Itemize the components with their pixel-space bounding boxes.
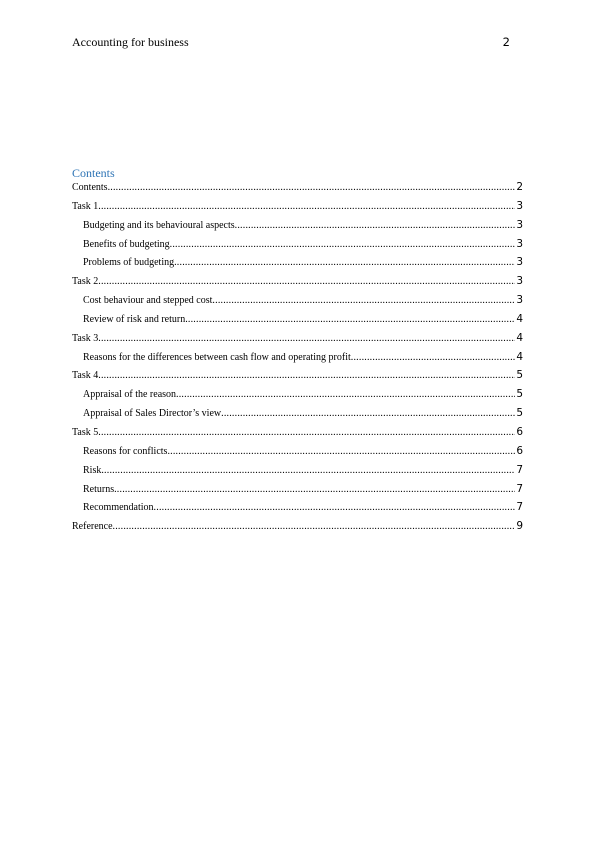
toc-entry-page: 6 (516, 444, 523, 457)
toc-entry-label: Review of risk and return (83, 313, 186, 325)
toc-entry-page: 7 (516, 482, 523, 495)
toc-entry-label: Contents (72, 182, 108, 193)
toc-entry[interactable] (72, 237, 523, 256)
toc-entry-label: Risk (83, 464, 102, 476)
toc-entry-label: Budgeting and its behavioural aspects (83, 219, 235, 231)
toc-entry-label: Task 1 (72, 200, 99, 212)
toc-entry[interactable] (72, 482, 523, 501)
toc-entry-label: Reference (72, 521, 113, 533)
toc-entry[interactable] (72, 218, 523, 237)
toc-leader-dots (114, 482, 515, 497)
toc-leader-dots (351, 350, 516, 365)
toc-leader-dots (98, 368, 515, 383)
toc-entry-page: 7 (516, 501, 523, 514)
toc-leader-dots (98, 425, 515, 440)
toc-entry-label: Task 5 (72, 426, 99, 438)
toc-entry-page: 6 (516, 425, 523, 438)
toc-entry[interactable] (72, 293, 523, 312)
toc-entry-page: 3 (516, 237, 523, 250)
toc-entry-page: 5 (516, 388, 523, 401)
toc-entry[interactable] (72, 519, 523, 538)
toc-entry-page: 5 (516, 407, 523, 420)
toc-leader-dots (98, 199, 515, 214)
toc-entry-page: 5 (516, 369, 523, 382)
toc-entry[interactable] (72, 331, 523, 350)
toc-entry[interactable] (72, 425, 523, 444)
toc-leader-dots (212, 293, 515, 308)
toc-leader-dots (113, 519, 516, 534)
toc-entry-page: 3 (516, 275, 523, 288)
toc-entry-page: 7 (516, 463, 523, 476)
toc-entry[interactable] (72, 255, 523, 274)
toc-entry[interactable] (72, 368, 523, 387)
toc-entry[interactable] (72, 387, 523, 406)
page-number: 2 (502, 35, 510, 49)
toc-entry[interactable] (72, 199, 523, 218)
toc-entry-label: Reasons for the differences between cash flow and operating profit (83, 351, 351, 363)
toc-entry-page: 3 (516, 218, 523, 231)
toc-entry-label: Task 3 (72, 332, 99, 344)
toc-entry[interactable] (72, 312, 523, 331)
toc-entry-label: Cost behaviour and stepped cost (83, 295, 213, 307)
toc-entry-page: 4 (516, 312, 523, 325)
toc-entry-label: Benefits of budgeting (83, 238, 170, 250)
toc-leader-dots (221, 406, 515, 421)
toc-entry-page: 3 (516, 256, 523, 269)
toc-entry[interactable] (72, 350, 523, 369)
toc-entry-label: Recommendation (83, 502, 154, 514)
toc-entry[interactable] (72, 274, 523, 293)
toc-leader-dots (98, 274, 515, 289)
toc-leader-dots (176, 387, 515, 402)
toc-entry[interactable] (72, 500, 523, 519)
toc-leader-dots (170, 237, 516, 252)
toc-leader-dots (108, 180, 516, 195)
toc-leader-dots (101, 463, 515, 478)
toc-entry-page: 2 (516, 181, 523, 193)
toc-entry-label: Task 4 (72, 370, 99, 382)
toc-leader-dots (174, 255, 515, 270)
toc-entry-page: 3 (516, 294, 523, 307)
toc-leader-dots (185, 312, 515, 327)
toc-entry-page: 4 (516, 350, 523, 363)
toc-leader-dots (98, 331, 515, 346)
toc-entry-label: Reasons for conflicts (83, 445, 168, 457)
toc-entry-label: Returns (83, 483, 115, 495)
toc-leader-dots (167, 444, 515, 459)
toc-entry[interactable] (72, 463, 523, 482)
table-of-contents (72, 180, 523, 538)
toc-entry-label: Task 2 (72, 276, 99, 288)
toc-entry-label: Appraisal of Sales Director’s view (83, 408, 222, 420)
toc-leader-dots (235, 218, 516, 233)
toc-heading: Contents (72, 166, 115, 180)
toc-entry[interactable] (72, 406, 523, 425)
document-title: Accounting for business (72, 35, 189, 49)
toc-entry[interactable] (72, 180, 523, 199)
toc-entry-page: 4 (516, 331, 523, 344)
toc-leader-dots (154, 500, 516, 515)
toc-entry-page: 3 (516, 199, 523, 212)
toc-entry[interactable] (72, 444, 523, 463)
toc-entry-label: Appraisal of the reason (83, 389, 177, 401)
toc-entry-page: 9 (516, 520, 523, 533)
toc-entry-label: Problems of budgeting (83, 257, 175, 269)
